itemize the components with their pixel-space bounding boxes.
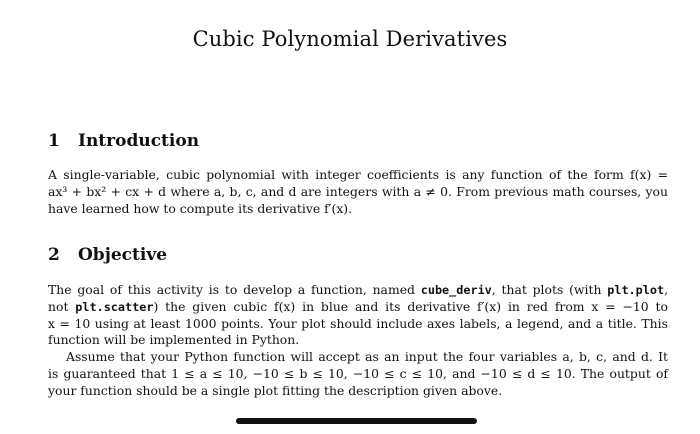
text-run: , that plots (with bbox=[491, 282, 608, 297]
code-plt-plot: plt.plot bbox=[607, 283, 665, 297]
section-heading-objective bbox=[48, 245, 167, 265]
section-number: 2 bbox=[48, 245, 60, 265]
paragraph-line: A single-variable, cubic polynomial with integer coefficients is any function of the form f(x) = bbox=[48, 167, 668, 182]
text-run: ) the given cubic f(x) in blue and its derivative f′(x) in red from x = −10 to bbox=[153, 298, 668, 314]
paragraph-line: Assume that your Python function will accept as an input the four variables a, b, c, and d. It bbox=[66, 349, 668, 365]
document-title: Cubic Polynomial Derivatives bbox=[192, 27, 508, 51]
paragraph-line bbox=[48, 299, 668, 316]
code-plt-scatter: plt.scatter bbox=[75, 299, 154, 314]
paragraph-line: ax³ + bx² + cx + d where a, b, c, and d are integers with a ≠ 0. From previous math courses, you bbox=[48, 183, 668, 199]
text-run: , bbox=[664, 282, 669, 297]
paragraph-line bbox=[48, 282, 668, 299]
paragraph-line: your function should be a single plot fitting the description given above. bbox=[48, 382, 503, 398]
section-heading-introduction bbox=[48, 131, 199, 151]
paragraph-line: is guaranteed that 1 ≤ a ≤ 10, −10 ≤ b ≤ 10, −10 ≤ c ≤ 10, and −10 ≤ d ≤ 10. The output of bbox=[48, 365, 668, 381]
text-run: not bbox=[48, 298, 76, 314]
paragraph-line: have learned how to compute its derivative f′(x). bbox=[48, 200, 353, 216]
introduction-paragraph bbox=[48, 167, 668, 217]
paragraph-line: function will be implemented in Python. bbox=[48, 332, 300, 348]
section-title: Introduction bbox=[78, 131, 200, 151]
function-name: cube_deriv bbox=[420, 283, 492, 297]
scroll-indicator-bar[interactable] bbox=[236, 418, 477, 424]
section-number: 1 bbox=[48, 131, 60, 151]
paragraph-line: x = 10 using at least 1000 points. Your plot should include axes labels, a legend, and a title. This bbox=[48, 315, 668, 331]
section-title: Objective bbox=[78, 245, 168, 265]
text-run: The goal of this activity is to develop a function, named bbox=[48, 282, 421, 297]
objective-paragraph bbox=[48, 282, 668, 400]
